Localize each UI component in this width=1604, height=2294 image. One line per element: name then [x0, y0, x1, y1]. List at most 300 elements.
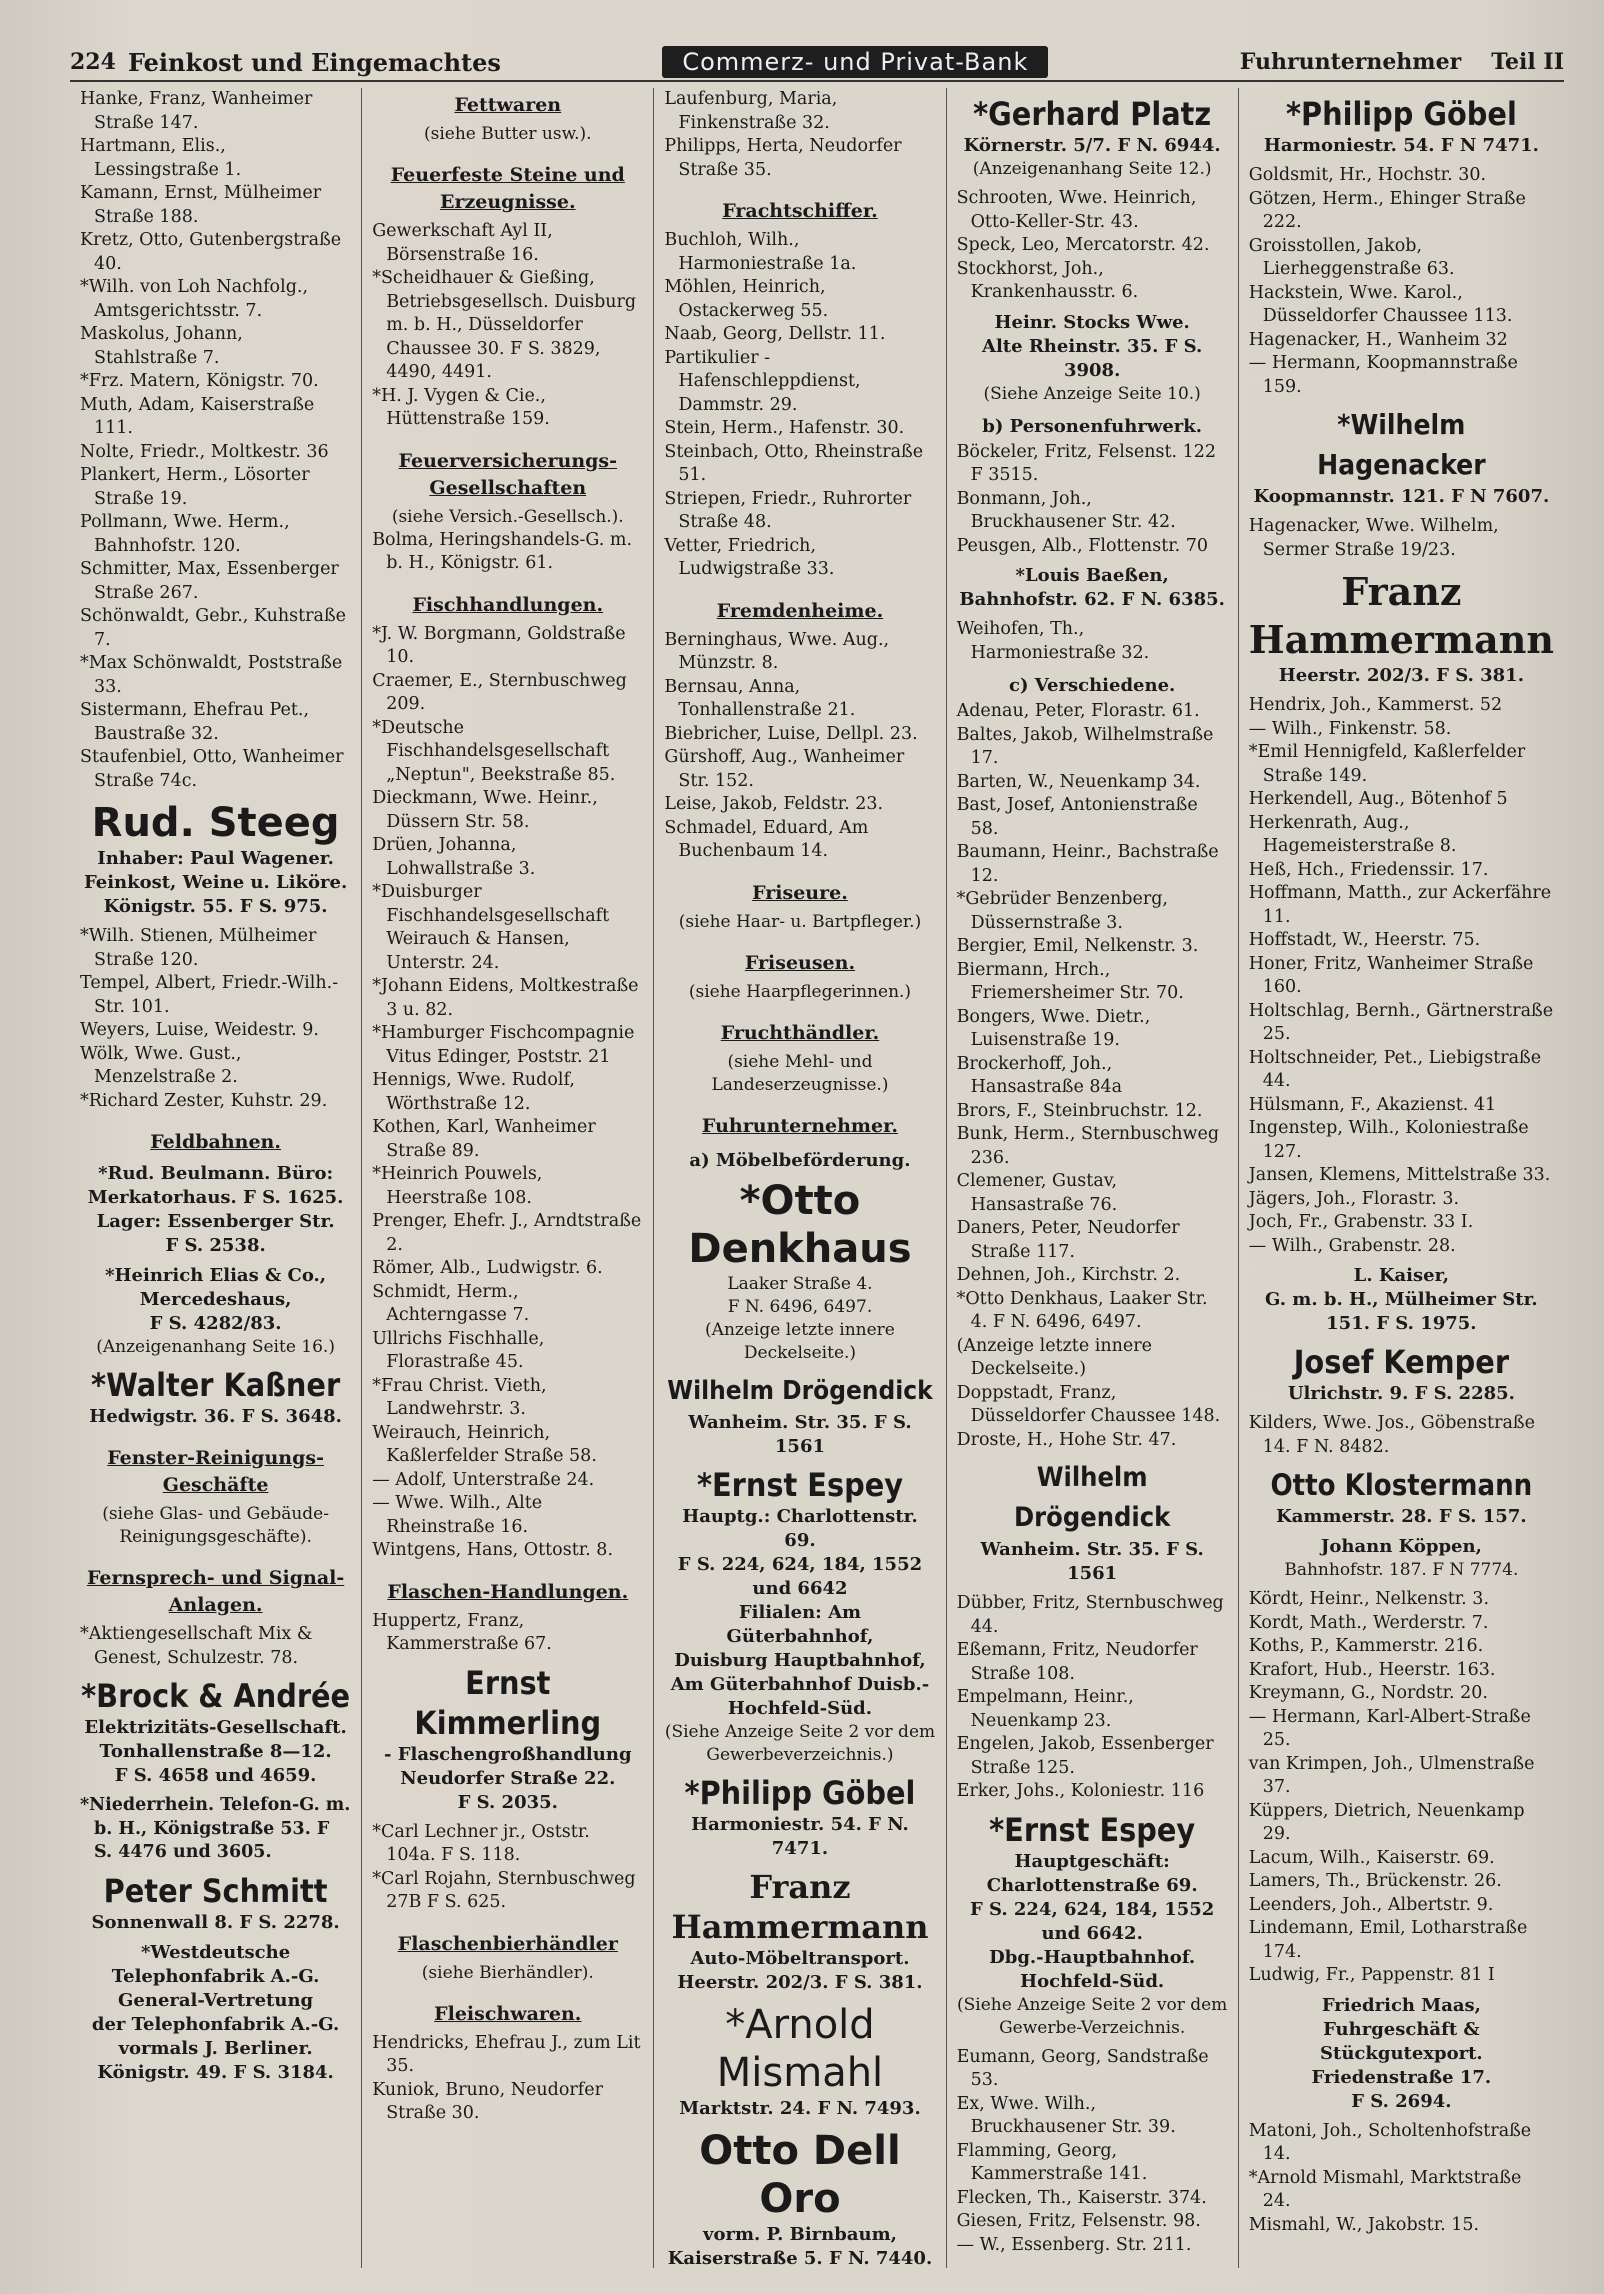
ad-line: Hochfeld-Süd. [727, 1697, 873, 1719]
ad-name: *Philipp Göbel [684, 1773, 916, 1812]
directory-entry: Droste, H., Hohe Str. 47. [956, 1429, 1177, 1450]
ad-brock-andree [80, 1676, 351, 1788]
entry-list [957, 187, 1228, 305]
ad-line: - Flaschengroßhandlung [384, 1743, 632, 1765]
entry-baetzen [957, 564, 1228, 612]
ad-name: Wilhelm Drögendick [667, 1375, 933, 1406]
ad-name: *Ernst Espey [696, 1465, 903, 1504]
directory-entry: Daners, Peter, Neudorfer Straße 117. [956, 1218, 1180, 1262]
directory-entry: *Carl Rojahn, Sternbuschweg 27B F S. 625. [372, 1868, 636, 1912]
directory-entry: van Krimpen, Joh., Ulmenstraße 37. [1248, 1753, 1535, 1797]
directory-entry: Weihofen, Th., Harmoniestraße 32. [956, 619, 1150, 663]
directory-entry: Lindemann, Emil, Lotharstraße 174. [1248, 1918, 1528, 1962]
entry-list [1249, 515, 1554, 562]
entry-line: Friedrich Maas, [1321, 1994, 1481, 2016]
directory-entry: Vetter, Friedrich, Ludwigstraße 33. [664, 535, 835, 579]
entry-line: F S. 2694. [1351, 2090, 1452, 2112]
subsection-heading: a) Möbelbeförderung. [689, 1149, 911, 1171]
column-3 [654, 88, 946, 2268]
ad-otto-denkhaus [664, 1177, 935, 1365]
page-header [70, 44, 1564, 82]
section-heading: Fernsprech- und Signal-Anlagen. [86, 1567, 345, 1616]
ad-line: Kammerstr. 28. F S. 157. [1276, 1506, 1527, 1527]
ad-name: *Gerhard Platz [973, 95, 1212, 133]
column-1 [70, 88, 362, 2268]
directory-entry: *Otto Denkhaus, Laaker Str. 4. F N. 6496, 6497. [956, 1288, 1208, 1332]
bank-banner: Commerz- und Privat-Bank [662, 46, 1048, 78]
ad-line: F S. 2035. [457, 1791, 558, 1813]
directory-entry: *Gebrüder Benzenberg, Düssernstraße 3. [956, 889, 1168, 933]
entry-line: Alte Rheinstr. 35. F S. 3908. [981, 335, 1203, 381]
ad-line: Hauptgeschäft: [1014, 1850, 1170, 1872]
ad-line: General-Vertretung [118, 1989, 314, 2011]
ad-line: Ulrichstr. 9. F S. 2285. [1287, 1383, 1515, 1404]
directory-entry: Holtschneider, Pet., Liebigstraße 44. [1248, 1047, 1542, 1091]
ad-name: Ernst Kimmerling [414, 1663, 602, 1742]
ad-westdeutsche-telephonfabrik [80, 1941, 351, 2085]
ad-line: Neudorfer Straße 22. [400, 1767, 616, 1789]
directory-entry: Wintgens, Hans, Ottostr. 8. [372, 1540, 614, 1560]
directory-entry: Ludwig, Fr., Pappenstr. 81 I [1248, 1965, 1495, 1985]
directory-entry: *Emil Hennigfeld, Kaßlerfelder Straße 149. [1248, 742, 1526, 786]
directory-entry: Doppstadt, Franz, Düsseldorfer Chaussee 148. [956, 1382, 1221, 1426]
entry-list [80, 88, 351, 793]
directory-entry: Muth, Adam, Kaiserstraße 111. [80, 394, 315, 438]
directory-entry: Gürshoff, Aug., Wanheimer Str. 152. [664, 747, 905, 791]
entry-line: Bahnhofstr. 62. F N. 6385. [959, 589, 1225, 610]
directory-entry: *Wilh. von Loh Nachfolg., Amtsgerichtsstr. 7. [80, 277, 309, 321]
directory-entry: Herkenrath, Aug., Hagemeisterstraße 8. [1248, 812, 1457, 856]
entry-line: Johann Köppen, [1320, 1536, 1482, 1557]
directory-entry: Stockhorst, Joh., Krankenhausstr. 6. [956, 258, 1139, 302]
directory-entry: *Max Schönwaldt, Poststraße 33. [80, 653, 343, 697]
ad-line: Tonhallenstraße 8—12. [99, 1741, 332, 1762]
directory-entry: Küppers, Dietrich, Neuenkamp 29. [1248, 1800, 1525, 1844]
directory-entry: Bongers, Wwe. Dietr., Luisenstraße 19. [956, 1006, 1151, 1050]
directory-entry: Laufenburg, Maria, Finkenstraße 32. [664, 89, 838, 133]
directory-entry: *Deutsche Fischhandelsgesellschaft „Neptun", Beekstraße 85. [372, 717, 616, 785]
directory-entry: Jansen, Klemens, Mittelstraße 33. [1248, 1165, 1551, 1185]
ad-ernst-espey [957, 1810, 1228, 2040]
ad-otto-klostermann [1249, 1465, 1554, 1529]
ad-name: Wilhelm Drögendick [1014, 1462, 1171, 1533]
section-heading: Flaschenbierhändler [397, 1932, 618, 1955]
section-note: (siehe Haarpflegerinnen.) [688, 981, 912, 1002]
entry-list [957, 618, 1228, 665]
directory-entry: Kördt, Heinr., Nelkenstr. 3. [1248, 1589, 1490, 1609]
directory-entry: — Adolf, Unterstraße 24. [372, 1469, 595, 1490]
ad-line: Am Güterbahnhof Duisb.- [670, 1673, 930, 1695]
directory-entry: Eumann, Georg, Sandstraße 53. [956, 2046, 1209, 2090]
ad-franz-hammermann [1249, 568, 1554, 688]
directory-entry: *Wilh. Stienen, Mülheimer Straße 120. [80, 926, 317, 970]
directory-entry: Kordt, Math., Werderstr. 7. [1248, 1612, 1489, 1633]
ad-peter-schmitt [80, 1871, 351, 1935]
ad-line: Filialen: Am Güterbahnhof, [726, 1601, 874, 1647]
ad-name: *Ernst Espey [989, 1810, 1196, 1849]
section-note: (siehe Haar- u. Bartpfleger.) [678, 911, 922, 932]
directory-entry: Bast, Josef, Antonienstraße 58. [956, 795, 1198, 839]
ad-line: Wanheim. Str. 35. F S. 1561 [688, 1411, 912, 1457]
ad-line: (Siehe Anzeige Seite 2 vor dem Gewerbe-Verzeichnis. [957, 1994, 1228, 2038]
section-heading: Feuerfeste Steine und Erzeugnisse. [390, 164, 625, 213]
section-note: (siehe Versich.-Gesellsch.). [391, 506, 624, 527]
section-heading: Fleischwaren. [434, 2002, 582, 2025]
directory-entry: Leenders, Joh., Albertstr. 9. [1248, 1894, 1494, 1915]
entry-list [664, 229, 935, 582]
entry-line: F S. 2538. [165, 1235, 266, 1256]
directory-entry: *Duisburger Fischhandelsgesellschaft Weirauch & Hansen, Unterstr. 24. [372, 882, 610, 973]
directory-entry: — Wwe. Wilh., Alte Rheinstraße 16. [372, 1493, 543, 1537]
directory-entry: Peusgen, Alb., Flottenstr. 70 [956, 535, 1209, 556]
ad-line: Kaiserstraße 5. F N. 7440. [667, 2247, 933, 2269]
directory-entry: Hoffstadt, W., Heerstr. 75. [1248, 930, 1481, 950]
directory-entry: Hackstein, Wwe. Karol., Düsseldorfer Chaussee 113. [1248, 282, 1513, 326]
ad-line: Harmoniestr. 54. F N 7471. [1263, 135, 1539, 156]
ad-name: Peter Schmitt [103, 1871, 328, 1910]
entry-kaiser [1249, 1264, 1554, 1336]
directory-entry: Dieckmann, Wwe. Heinr., Düssern Str. 58. [372, 788, 598, 832]
directory-entry: Goldsmit, Hr., Hochstr. 30. [1248, 165, 1487, 185]
ad-line: Telephonfabrik A.-G. [111, 1965, 320, 1987]
entry-list [957, 1592, 1228, 1804]
directory-entry: — Wilh., Grabenstr. 28. [1248, 1235, 1456, 1256]
entry-list [372, 2032, 643, 2126]
entry-list [80, 925, 351, 1113]
directory-entry: Dübber, Fritz, Sternbuschweg 44. [956, 1593, 1224, 1637]
ad-line: Hochfeld-Süd. [1020, 1970, 1165, 1992]
ad-line: (Anzeige letzte innere Deckelseite.) [705, 1319, 895, 1363]
directory-entry: Joch, Fr., Grabenstr. 33 I. [1248, 1212, 1474, 1232]
ad-line: Hedwigstr. 36. F S. 3648. [89, 1406, 342, 1427]
directory-entry: Hendrix, Joh., Kammerst. 52 [1248, 695, 1503, 715]
directory-entry: Wölk, Wwe. Gust., Menzelstraße 2. [80, 1043, 242, 1087]
ad-wilhelm-droegendick [664, 1371, 935, 1459]
ad-line: Harmoniestr. 54. F N. 7471. [691, 1813, 909, 1859]
entry-line: G. m. b. H., Mülheimer Str. 151. F S. 1975. [1265, 1289, 1538, 1334]
directory-entry: Biermann, Hrch., Friemersheimer Str. 70. [956, 959, 1184, 1003]
entry: *Aktiengesellschaft Mix & Genest, Schulzestr. 78. [80, 1624, 313, 1668]
ad-name: Franz Hammermann [671, 1867, 929, 1946]
entry-stocks [957, 311, 1228, 406]
directory-entry: Lacum, Wilh., Kaiserstr. 69. [1248, 1847, 1495, 1868]
directory-entry: Holtschlag, Bernh., Gärtnerstraße 25. [1248, 1000, 1554, 1044]
ad-line: Elektrizitäts-Gesellschaft. [84, 1717, 347, 1738]
ad-name: *Walter Kaßner [91, 1366, 341, 1404]
directory-entry: *Richard Zester, Kuhstr. 29. [80, 1090, 328, 1111]
ad-line: Königstr. 49. F S. 3184. [97, 2061, 334, 2083]
column-4 [947, 88, 1239, 2268]
ad-name: Josef Kemper [1293, 1343, 1510, 1381]
entry-line: *Louis Baeßen, [1015, 565, 1169, 586]
directory-entry: Bunk, Herm., Sternbuschweg 236. [956, 1124, 1220, 1168]
directory-entry: Krafort, Hub., Heerstr. 163. [1248, 1659, 1496, 1680]
ad-philipp-goebel [1249, 94, 1554, 158]
directory-entry: Ullrichs Fischhalle, Florastraße 45. [372, 1328, 545, 1372]
ad-line: Laaker Straße 4. [727, 1273, 873, 1294]
entry-line: Bahnhofstr. 187. F N 7774. [1284, 1560, 1519, 1580]
directory-entry: Lamers, Th., Brückenstr. 26. [1248, 1871, 1502, 1891]
ad-name: *Arnold Mismahl [716, 2001, 884, 2096]
section-heading: Fruchthändler. [720, 1021, 880, 1044]
directory-entry: Erker, Johs., Koloniestr. 116 [956, 1781, 1205, 1801]
directory-entry: Heß, Hch., Friedenssir. 17. [1248, 859, 1489, 880]
directory-entry: Clemener, Gustav, Hansastraße 76. [956, 1171, 1118, 1215]
right-running-title: Fuhrunternehmer [1239, 49, 1462, 75]
ad-line: (Siehe Anzeige Seite 2 vor dem Gewerbeverzeichnis.) [664, 1721, 936, 1765]
ad-gerhard-platz [957, 94, 1228, 181]
entry-list [1249, 1412, 1554, 1459]
directory-entry: *Arnold Mismahl, Marktstraße 24. [1248, 2167, 1522, 2211]
directory-entry: Groisstollen, Jakob, Lierheggenstraße 63. [1248, 235, 1455, 279]
directory-entry: Hanke, Franz, Wanheimer Straße 147. [80, 89, 313, 133]
directory-entry: Engelen, Jakob, Essenberger Straße 125. [956, 1734, 1214, 1778]
directory-entry: Hennigs, Wwe. Rudolf, Wörthstraße 12. [372, 1070, 575, 1114]
page-number: 224 [70, 49, 116, 75]
directory-entry: Dehnen, Joh., Kirchstr. 2. [956, 1265, 1181, 1285]
ad-line: Dbg.-Hauptbahnhof. [989, 1946, 1196, 1968]
directory-entry: Bonmann, Joh., Bruckhausener Str. 42. [956, 488, 1176, 532]
subsection-heading: c) Verschiedene. [1009, 675, 1176, 696]
directory-entry: Ingenstep, Wilh., Koloniestraße 127. [1248, 1118, 1529, 1162]
directory-entry: Biebricher, Luise, Dellpl. 23. [664, 723, 918, 744]
entry-elias [80, 1264, 351, 1359]
directory-entry: *J. W. Borgmann, Goldstraße 10. [372, 623, 626, 667]
directory-entry: Speck, Leo, Mercatorstr. 42. [956, 235, 1210, 255]
left-running-title: Feinkost und Eingemachtes [127, 47, 501, 77]
entry-list [957, 441, 1228, 559]
ad-line: F S. 224, 624, 184, 1552 [969, 1898, 1215, 1920]
ad-name: Franz Hammermann [1248, 569, 1554, 662]
entry: Bolma, Heringshandels-G. m. b. H., Königstr. 61. [372, 529, 633, 573]
directory-entry: Hartmann, Elis., Lessingstraße 1. [80, 136, 242, 180]
directory-entry: — Wilh., Finkenstr. 58. [1248, 718, 1452, 739]
directory-entry: Böckeler, Fritz, Felsenst. 122 F 3515. [956, 441, 1217, 485]
directory-entry: Götzen, Herm., Ehinger Straße 222. [1248, 188, 1526, 232]
entry-line: Lager: Essenberger Str. [96, 1211, 335, 1232]
entry-list [1249, 694, 1554, 1258]
directory-entry: Steinbach, Otto, Rheinstraße 51. [664, 441, 924, 485]
directory-entry: Koths, P., Kammerstr. 216. [1248, 1636, 1484, 1656]
entry-list [664, 88, 935, 182]
directory-entry: Kothen, Karl, Wanheimer Straße 89. [372, 1117, 596, 1161]
entry-list [957, 700, 1228, 1452]
directory-entry: Barten, W., Neuenkamp 34. [956, 771, 1201, 792]
directory-entry: Maskolus, Johann, Stahlstraße 7. [80, 324, 243, 368]
entry-list [372, 623, 643, 1563]
directory-entry: Bernsau, Anna, Tonhallenstraße 21. [664, 676, 856, 720]
section-heading: Fenster-Reinigungs-Geschäfte [107, 1447, 324, 1496]
directory-entry: Craemer, E., Sternbuschweg 209. [372, 670, 627, 714]
section-heading: Flaschen-Handlungen. [387, 1580, 629, 1603]
section-heading: Friseure. [752, 881, 848, 904]
entry-line: Mercedeshaus, [139, 1289, 292, 1310]
ad-walter-kassner [80, 1365, 351, 1429]
entry-maas [1249, 1994, 1554, 2114]
entry: Huppertz, Franz, Kammerstraße 67. [372, 1610, 552, 1654]
directory-entry: Schrooten, Wwe. Heinrich, Otto-Keller-Str. 43. [956, 188, 1197, 232]
ad-line: der Telephonfabrik A.-G. [91, 2013, 340, 2035]
part-label: Teil II [1491, 49, 1564, 75]
directory-entry: Adenau, Peter, Florastr. 61. [956, 701, 1200, 721]
directory-entry: Baumann, Heinr., Bachstraße 12. [956, 842, 1219, 886]
directory-entry: Kreymann, G., Nordstr. 20. [1248, 1683, 1488, 1703]
directory-entry: Honer, Fritz, Wanheimer Straße 160. [1248, 953, 1534, 997]
ad-ernst-espey [664, 1465, 935, 1767]
section-heading: Fischhandlungen. [412, 593, 604, 616]
column-2 [362, 88, 654, 2268]
ad-line: Körnerstr. 5/7. F N. 6944. [963, 135, 1221, 156]
ad-line: *Westdeutsche [141, 1941, 291, 1963]
entry: *Niederrhein. Telefon-G. m. b. H., Königstraße 53. F S. 4476 und 3605. [80, 1795, 351, 1862]
ad-wilhelm-hagenacker [1249, 405, 1554, 509]
section-heading: Fettwaren [454, 94, 562, 116]
directory-entry: Kuniok, Bruno, Neudorfer Straße 30. [372, 2079, 603, 2123]
ad-line: Heerstr. 202/3. F S. 381. [677, 1971, 923, 1993]
directory-entry: Berninghaus, Wwe. Aug., Münzstr. 8. [664, 629, 890, 673]
ad-name: *Wilhelm Hagenacker [1317, 408, 1486, 481]
directory-entry: Weirauch, Heinrich, Kaßlerfelder Straße 58. [372, 1422, 597, 1466]
ad-line: Hauptg.: Charlottenstr. 69. [682, 1505, 918, 1551]
directory-entry: Hülsmann, F., Akazienst. 41 [1248, 1094, 1497, 1115]
directory-entry: *Carl Lechner jr., Oststr. 104a. F S. 118. [372, 1821, 590, 1865]
directory-entry: Hoffmann, Matth., zur Ackerfähre 11. [1248, 883, 1552, 927]
ad-line: F S. 224, 624, 184, 1552 [677, 1553, 923, 1575]
ad-philipp-goebel [664, 1773, 935, 1861]
section-note: (siehe Bierhändler). [421, 1962, 594, 1983]
directory-entry: (Anzeige letzte innere Deckelseite.) [956, 1335, 1152, 1379]
section-heading: Friseusen. [744, 951, 856, 974]
directory-entry: Partikulier - Hafenschleppdienst, Dammstr. 29. [664, 347, 861, 415]
directory-entry: Jägers, Joh., Florastr. 3. [1248, 1188, 1460, 1209]
ad-line: vorm. P. Birnbaum, [703, 2223, 897, 2245]
directory-entry: *H. J. Vygen & Cie., Hüttenstraße 159. [372, 385, 550, 429]
directory-entry: Mismahl, W., Jakobstr. 15. [1248, 2214, 1480, 2235]
ad-line: und 6642 [752, 1577, 848, 1599]
entry-koeppen [1249, 1535, 1554, 1582]
ad-line: und 6642. [1041, 1922, 1143, 1944]
section-heading: Fremdenheime. [716, 599, 884, 622]
directory-entry: Kamann, Ernst, Mülheimer Straße 188. [80, 183, 322, 227]
ad-line: Königstr. 55. F S. 975. [103, 896, 328, 917]
directory-entry: Schmadel, Eduard, Am Buchenbaum 14. [664, 817, 869, 861]
directory-entry: Tempel, Albert, Friedr.-Wilh.-Str. 101. [80, 973, 339, 1017]
ad-line: Marktstr. 24. F N. 7493. [679, 2097, 921, 2119]
section-note: (siehe Butter usw.). [423, 124, 592, 144]
directory-entry: Herkendell, Aug., Bötenhof 5 [1248, 789, 1508, 809]
entry-list [1249, 1588, 1554, 1988]
section-heading: Feuerversicherungs-Gesellschaften [398, 449, 618, 499]
directory-entry: Brors, F., Steinbruchstr. 12. [956, 1100, 1203, 1121]
column-5 [1239, 88, 1564, 2268]
directory-entry: Ex, Wwe. Wilh., Bruckhausener Str. 39. [956, 2093, 1176, 2137]
ad-line: Duisburg Hauptbahnhof, [674, 1649, 926, 1671]
entry-list [664, 629, 935, 864]
directory-entry: *Johann Eidens, Moltkestraße 3 u. 82. [372, 976, 639, 1020]
section-note: (siehe Mehl- und Landeserzeugnisse.) [711, 1051, 889, 1095]
directory-entry: Schmidt, Herm., Achterngasse 7. [372, 1281, 530, 1325]
subsection-heading: b) Personenfuhrwerk. [982, 415, 1202, 437]
entry-line: *Heinrich Elias & Co., [105, 1265, 327, 1286]
directory-entry: Giesen, Fritz, Felsenstr. 98. [956, 2211, 1201, 2231]
directory-entry: Drüen, Johanna, Lohwallstraße 3. [372, 835, 536, 879]
ad-line: Auto-Möbeltransport. [690, 1947, 910, 1969]
directory-entry: Matoni, Joh., Scholtenhofstraße 14. [1248, 2120, 1532, 2164]
directory-entry: Baltes, Jakob, Wilhelmstraße 17. [956, 724, 1214, 768]
entry-line: L. Kaiser, [1353, 1265, 1450, 1286]
directory-entry: Schmitter, Max, Essenberger Straße 267. [80, 559, 339, 603]
directory-entry: *Hamburger Fischcompagnie Vitus Edinger, Poststr. 21 [372, 1023, 635, 1067]
ad-line: Sonnenwall 8. F S. 2278. [91, 1911, 340, 1933]
directory-entry: Prenger, Ehefr. J., Arndtstraße 2. [372, 1211, 642, 1255]
ad-name: Otto Dell Oro [699, 2127, 901, 2222]
ad-line: Heerstr. 202/3. F S. 381. [1278, 665, 1524, 686]
directory-entry: Flecken, Th., Kaiserstr. 374. [956, 2187, 1207, 2208]
directory-entry: *Frau Christ. Vieth, Landwehrstr. 3. [372, 1375, 547, 1419]
directory-entry: Philipps, Herta, Neudorfer Straße 35. [664, 136, 902, 180]
ad-josef-kemper [1249, 1342, 1554, 1406]
directory-entry: Pollmann, Wwe. Herm., Bahnhofstr. 120. [80, 512, 290, 556]
ad-otto-dell-oro [664, 2127, 935, 2271]
directory-entry: Sistermann, Ehefrau Pet., Baustraße 32. [80, 700, 310, 744]
entry-line: *Rud. Beulmann. Büro: [98, 1163, 334, 1184]
directory-entry: Stein, Herm., Hafenstr. 30. [664, 418, 905, 438]
directory-entry: Staufenbiel, Otto, Wanheimer Straße 74c. [80, 747, 344, 791]
directory-entry: — Hermann, Koopmannstraße 159. [1248, 353, 1518, 397]
entry-list [1249, 164, 1554, 399]
ad-line: Inhaber: Paul Wagener. [97, 848, 334, 869]
directory-entry: Empelmann, Heinr., Neuenkamp 23. [956, 1687, 1134, 1731]
directory-entry: Möhlen, Heinrich, Ostackerweg 55. [664, 277, 829, 321]
section-note: (siehe Glas- und Gebäude-Reinigungsgeschäfte). [102, 1504, 329, 1547]
directory-entry: — Hermann, Karl-Albert-Straße 25. [1248, 1706, 1531, 1750]
ad-line: Feinkost, Weine u. Liköre. [83, 872, 348, 893]
entry-list [372, 220, 643, 432]
directory-entry: Hagenacker, H., Wanheim 32 [1248, 329, 1508, 350]
entry-line: (Anzeigenanhang Seite 16.) [96, 1337, 335, 1357]
entry-line: (Siehe Anzeige Seite 10.) [983, 383, 1201, 404]
ad-line: (Anzeigenanhang Seite 12.) [972, 159, 1212, 179]
directory-entry: Buchloh, Wilh., Harmoniestraße 1a. [664, 230, 857, 274]
ad-name: *Otto Denkhaus [688, 1177, 912, 1272]
directory-entry: Römer, Alb., Ludwigstr. 6. [372, 1258, 603, 1278]
directory-entry: Brockerhoff, Joh., Hansastraße 84a [956, 1053, 1123, 1097]
ad-name: *Brock & Andrée [81, 1677, 351, 1715]
directory-entry: Hendricks, Ehefrau J., zum Lit 35. [372, 2032, 641, 2076]
ad-line: Charlottenstraße 69. [986, 1874, 1198, 1896]
section-heading: Feldbahnen. [150, 1131, 281, 1153]
entry-line: Heinr. Stocks Wwe. [994, 311, 1190, 333]
ad-name: Otto Klostermann [1270, 1468, 1533, 1502]
section-heading: Fuhrunternehmer. [701, 1114, 899, 1137]
entry-line: F S. 4282/83. [149, 1313, 282, 1334]
ad-wilhelm-droegendick [957, 1458, 1228, 1586]
directory-entry: Nolte, Friedr., Moltkestr. 36 [80, 441, 329, 462]
ad-franz-hammermann [664, 1867, 935, 1995]
ad-line: Wanheim. Str. 35. F S. 1561 [980, 1539, 1204, 1584]
ad-name: Rud. Steeg [91, 800, 340, 846]
ad-line: F N. 6496, 6497. [727, 1296, 873, 1317]
entry-beulmann [80, 1162, 351, 1258]
ad-ernst-kimmerling [372, 1663, 643, 1815]
directory-entry: Eßemann, Fritz, Neudorfer Straße 108. [956, 1640, 1198, 1684]
entry-line: Merkatorhaus. F S. 1625. [87, 1187, 344, 1208]
directory-entry: Leise, Jakob, Feldstr. 23. [664, 794, 884, 814]
ad-arnold-mismahl [664, 2001, 935, 2121]
directory-entry: Naab, Georg, Dellstr. 11. [664, 324, 886, 344]
ad-line: F S. 4658 und 4659. [114, 1765, 317, 1786]
directory-entry: Bergier, Emil, Nelkenstr. 3. [956, 936, 1199, 956]
